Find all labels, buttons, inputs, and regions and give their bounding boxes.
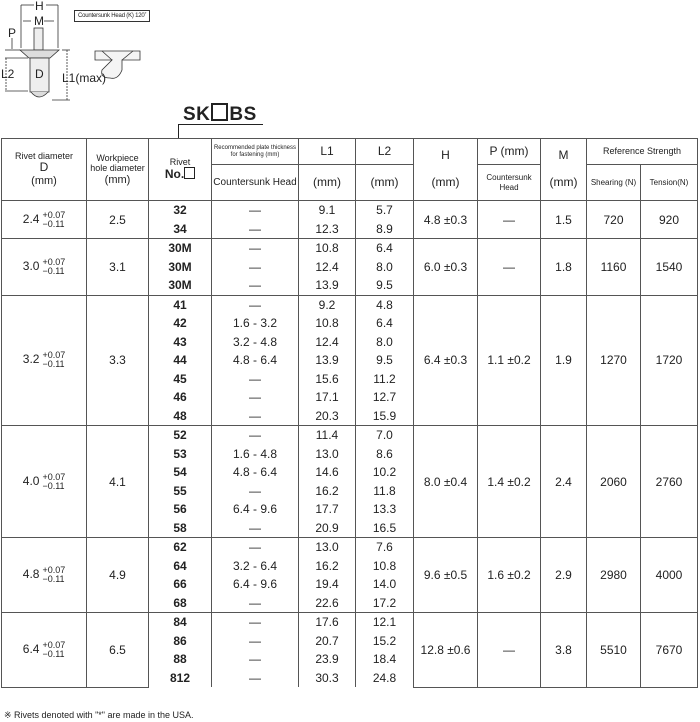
l2-cell: 7.0 bbox=[356, 426, 414, 445]
diameter-tolerance: +0.07 −0.11 bbox=[42, 471, 66, 491]
plate-thickness-cell: — bbox=[212, 295, 299, 314]
table-row bbox=[2, 426, 698, 445]
rivet-no-cell: 42 bbox=[149, 314, 212, 333]
series-suffix: BS bbox=[229, 104, 257, 125]
rivet-diameter-cell bbox=[2, 538, 87, 613]
plate-thickness-cell: — bbox=[212, 276, 299, 295]
plate-thickness-cell: — bbox=[212, 239, 299, 258]
m-cell: 3.8 bbox=[541, 613, 587, 688]
dim-m-label: M bbox=[34, 14, 44, 28]
p-cell: 1.6 ±0.2 bbox=[478, 538, 541, 613]
l2-cell: 4.8 bbox=[356, 295, 414, 314]
rivet-no-cell: 44 bbox=[149, 351, 212, 370]
hole-diameter-cell: 2.5 bbox=[87, 201, 149, 239]
l2-cell: 8.9 bbox=[356, 220, 414, 239]
dim-l2-label: L2 bbox=[1, 67, 15, 81]
dim-d-label: D bbox=[35, 67, 44, 81]
p-cell: 1.4 ±0.2 bbox=[478, 426, 541, 538]
p-cell: 1.1 ±0.2 bbox=[478, 295, 541, 426]
l1-cell: 15.6 bbox=[299, 370, 356, 389]
m-cell: 1.5 bbox=[541, 201, 587, 239]
m-cell: 1.9 bbox=[541, 295, 587, 426]
header-l2-unit: (mm) bbox=[356, 165, 414, 201]
rivet-diameter-cell bbox=[2, 426, 87, 538]
header-rivet-no: Rivet No. bbox=[149, 139, 212, 201]
rivet-no-cell: 45 bbox=[149, 370, 212, 389]
plate-thickness-cell: — bbox=[212, 632, 299, 651]
m-cell: 1.8 bbox=[541, 239, 587, 296]
rivet-no-cell: 86 bbox=[149, 632, 212, 651]
l2-cell: 9.5 bbox=[356, 276, 414, 295]
rivet-no-cell: 48 bbox=[149, 407, 212, 426]
dim-p-label: P bbox=[8, 26, 17, 40]
l2-cell: 11.2 bbox=[356, 370, 414, 389]
header-l1-unit: (mm) bbox=[299, 165, 356, 201]
plate-thickness-cell: — bbox=[212, 370, 299, 389]
tension-cell: 4000 bbox=[641, 538, 698, 613]
hole-diameter-cell: 3.3 bbox=[87, 295, 149, 426]
h-cell: 9.6 ±0.5 bbox=[414, 538, 478, 613]
h-cell: 6.0 ±0.3 bbox=[414, 239, 478, 296]
l1-cell: 17.7 bbox=[299, 500, 356, 519]
h-cell: 12.8 ±0.6 bbox=[414, 613, 478, 688]
l1-cell: 22.6 bbox=[299, 594, 356, 613]
diameter-tolerance: +0.07 −0.11 bbox=[42, 350, 66, 370]
rivet-diameter: 2.4 bbox=[22, 211, 40, 226]
l2-cell: 13.3 bbox=[356, 500, 414, 519]
tension-cell: 1540 bbox=[641, 239, 698, 296]
plate-thickness-cell: 3.2 - 4.8 bbox=[212, 333, 299, 352]
plate-thickness-cell: 6.4 - 9.6 bbox=[212, 500, 299, 519]
p-cell: — bbox=[478, 613, 541, 688]
rivet-no-cell: 46 bbox=[149, 388, 212, 407]
plate-thickness-cell: 4.8 - 6.4 bbox=[212, 463, 299, 482]
l2-cell: 8.0 bbox=[356, 333, 414, 352]
rivet-no-cell: 43 bbox=[149, 333, 212, 352]
l2-cell: 8.0 bbox=[356, 258, 414, 277]
l1-cell: 20.3 bbox=[299, 407, 356, 426]
rivet-no-cell: 34 bbox=[149, 220, 212, 239]
plate-thickness-cell: 1.6 - 4.8 bbox=[212, 445, 299, 464]
l1-cell: 12.4 bbox=[299, 258, 356, 277]
p-cell: — bbox=[478, 239, 541, 296]
rivet-no-cell: 56 bbox=[149, 500, 212, 519]
l2-cell: 15.2 bbox=[356, 632, 414, 651]
plate-thickness-cell: — bbox=[212, 426, 299, 445]
header-tension: Tension(N) bbox=[641, 165, 698, 201]
tension-cell: 1720 bbox=[641, 295, 698, 426]
rivet-no-cell: 32 bbox=[149, 201, 212, 220]
l1-cell: 11.4 bbox=[299, 426, 356, 445]
header-reference-strength: Reference Strength bbox=[587, 139, 698, 165]
rivet-diameter-cell bbox=[2, 295, 87, 426]
l1-cell: 13.0 bbox=[299, 445, 356, 464]
header-shearing: Shearing (N) bbox=[587, 165, 641, 201]
table-row bbox=[2, 239, 698, 258]
header-l1: L1 bbox=[299, 139, 356, 165]
l2-cell: 14.0 bbox=[356, 575, 414, 594]
hole-diameter-cell: 6.5 bbox=[87, 613, 149, 688]
l2-cell: 5.7 bbox=[356, 201, 414, 220]
tension-cell: 920 bbox=[641, 201, 698, 239]
l1-cell: 12.3 bbox=[299, 220, 356, 239]
series-code bbox=[183, 103, 257, 126]
table-row bbox=[2, 295, 698, 314]
l1-cell: 10.8 bbox=[299, 239, 356, 258]
rivet-no-cell: 55 bbox=[149, 482, 212, 501]
l1-cell: 30.3 bbox=[299, 669, 356, 688]
plate-thickness-cell: 3.2 - 6.4 bbox=[212, 557, 299, 576]
l2-cell: 10.8 bbox=[356, 557, 414, 576]
table-row bbox=[2, 201, 698, 220]
rivet-no-cell: 53 bbox=[149, 445, 212, 464]
shearing-cell: 1160 bbox=[587, 239, 641, 296]
l2-cell: 15.9 bbox=[356, 407, 414, 426]
m-cell: 2.4 bbox=[541, 426, 587, 538]
h-cell: 4.8 ±0.3 bbox=[414, 201, 478, 239]
rivet-no-cell: 62 bbox=[149, 538, 212, 557]
header-l2: L2 bbox=[356, 139, 414, 165]
header-m: M (mm) bbox=[541, 139, 587, 201]
diameter-tolerance: +0.07 −0.11 bbox=[42, 565, 66, 584]
header-h: H (mm) bbox=[414, 139, 478, 201]
m-cell: 2.9 bbox=[541, 538, 587, 613]
shearing-cell: 5510 bbox=[587, 613, 641, 688]
rivet-no-cell: 64 bbox=[149, 557, 212, 576]
rivet-no-cell: 52 bbox=[149, 426, 212, 445]
plate-thickness-cell: — bbox=[212, 538, 299, 557]
rivet-diameter-cell bbox=[2, 201, 87, 239]
l1-cell: 13.0 bbox=[299, 538, 356, 557]
header-p: P (mm) bbox=[478, 139, 541, 165]
plate-thickness-cell: — bbox=[212, 258, 299, 277]
plate-thickness-cell: 1.6 - 3.2 bbox=[212, 314, 299, 333]
placeholder-box-icon bbox=[211, 103, 228, 121]
hole-diameter-cell: 4.9 bbox=[87, 538, 149, 613]
rivet-no-cell: 54 bbox=[149, 463, 212, 482]
l1-cell: 14.6 bbox=[299, 463, 356, 482]
plate-thickness-cell: — bbox=[212, 201, 299, 220]
l1-cell: 20.9 bbox=[299, 519, 356, 538]
rivet-no-cell: 66 bbox=[149, 575, 212, 594]
rivet-diameter: 6.4 bbox=[22, 641, 40, 656]
diameter-tolerance: +0.07 −0.11 bbox=[42, 256, 66, 276]
header-hole-diameter: Workpiece hole diameter (mm) bbox=[87, 139, 149, 201]
tension-cell: 7670 bbox=[641, 613, 698, 688]
l1-cell: 13.9 bbox=[299, 276, 356, 295]
plate-thickness-cell: — bbox=[212, 220, 299, 239]
h-cell: 8.0 ±0.4 bbox=[414, 426, 478, 538]
rivet-no-cell: 68 bbox=[149, 594, 212, 613]
plate-thickness-cell: — bbox=[212, 407, 299, 426]
diameter-tolerance: +0.07 −0.11 bbox=[42, 639, 66, 659]
l1-cell: 19.4 bbox=[299, 575, 356, 594]
h-cell: 6.4 ±0.3 bbox=[414, 295, 478, 426]
l1-cell: 17.1 bbox=[299, 388, 356, 407]
plate-thickness-cell: — bbox=[212, 669, 299, 688]
l1-cell: 20.7 bbox=[299, 632, 356, 651]
p-cell: — bbox=[478, 201, 541, 239]
l1-cell: 12.4 bbox=[299, 333, 356, 352]
l2-cell: 17.2 bbox=[356, 594, 414, 613]
l2-cell: 8.6 bbox=[356, 445, 414, 464]
plate-thickness-cell: — bbox=[212, 613, 299, 632]
plate-thickness-cell: — bbox=[212, 482, 299, 501]
dim-l1-label: L1(max) bbox=[62, 71, 107, 85]
rivet-diameter: 4.8 bbox=[22, 567, 40, 582]
l2-cell: 18.4 bbox=[356, 650, 414, 669]
shearing-cell: 1270 bbox=[587, 295, 641, 426]
header-countersunk-head: Countersunk Head bbox=[212, 165, 299, 201]
l2-cell: 24.8 bbox=[356, 669, 414, 688]
rivet-diameter-cell bbox=[2, 613, 87, 688]
rivet-no-cell: 30M bbox=[149, 239, 212, 258]
shearing-cell: 2980 bbox=[587, 538, 641, 613]
header-rivet-diameter: Rivet diameter D (mm) bbox=[2, 139, 87, 201]
l1-cell: 9.1 bbox=[299, 201, 356, 220]
shearing-cell: 2060 bbox=[587, 426, 641, 538]
l1-cell: 9.2 bbox=[299, 295, 356, 314]
l2-cell: 7.6 bbox=[356, 538, 414, 557]
hole-diameter-cell: 3.1 bbox=[87, 239, 149, 296]
l2-cell: 16.5 bbox=[356, 519, 414, 538]
plate-thickness-cell: 6.4 - 9.6 bbox=[212, 575, 299, 594]
rivet-no-cell: 30M bbox=[149, 276, 212, 295]
rivet-no-cell: 30M bbox=[149, 258, 212, 277]
rivet-no-cell: 88 bbox=[149, 650, 212, 669]
spec-table bbox=[1, 138, 698, 688]
rivet-no-cell: 58 bbox=[149, 519, 212, 538]
footnote: ※ Rivets denoted with "*" are made in the USA. bbox=[4, 710, 194, 720]
l2-cell: 6.4 bbox=[356, 314, 414, 333]
rivet-diameter-cell bbox=[2, 239, 87, 296]
table-row bbox=[2, 538, 698, 557]
l1-cell: 23.9 bbox=[299, 650, 356, 669]
rivet-diameter: 3.2 bbox=[22, 352, 40, 367]
plate-thickness-cell: — bbox=[212, 650, 299, 669]
header-plate-thickness: Recommended plate thickness for fastening (mm) bbox=[212, 139, 299, 165]
tension-cell: 2760 bbox=[641, 426, 698, 538]
rivet-no-cell: 41 bbox=[149, 295, 212, 314]
series-prefix: SK bbox=[183, 104, 211, 125]
l1-cell: 16.2 bbox=[299, 557, 356, 576]
table-row bbox=[2, 613, 698, 632]
series-bracket bbox=[178, 124, 263, 139]
diameter-tolerance: +0.07 −0.11 bbox=[42, 209, 66, 229]
plate-thickness-cell: — bbox=[212, 388, 299, 407]
l1-cell: 17.6 bbox=[299, 613, 356, 632]
l1-cell: 10.8 bbox=[299, 314, 356, 333]
l2-cell: 6.4 bbox=[356, 239, 414, 258]
plate-thickness-cell: — bbox=[212, 519, 299, 538]
countersunk-head-label: Countersunk Head (K) 120˚ bbox=[74, 10, 150, 22]
header-p-countersunk-head: Countersunk Head bbox=[478, 165, 541, 201]
rivet-no-cell: 84 bbox=[149, 613, 212, 632]
l1-cell: 13.9 bbox=[299, 351, 356, 370]
rivet-diameter: 3.0 bbox=[22, 258, 40, 273]
hole-diameter-cell: 4.1 bbox=[87, 426, 149, 538]
rivet-diameter: 4.0 bbox=[22, 473, 40, 488]
l2-cell: 9.5 bbox=[356, 351, 414, 370]
l1-cell: 16.2 bbox=[299, 482, 356, 501]
plate-thickness-cell: — bbox=[212, 594, 299, 613]
l2-cell: 11.8 bbox=[356, 482, 414, 501]
l2-cell: 10.2 bbox=[356, 463, 414, 482]
l2-cell: 12.1 bbox=[356, 613, 414, 632]
l2-cell: 12.7 bbox=[356, 388, 414, 407]
rivet-no-cell: 812 bbox=[149, 669, 212, 688]
plate-thickness-cell: 4.8 - 6.4 bbox=[212, 351, 299, 370]
shearing-cell: 720 bbox=[587, 201, 641, 239]
dim-h-label: H bbox=[35, 0, 44, 13]
